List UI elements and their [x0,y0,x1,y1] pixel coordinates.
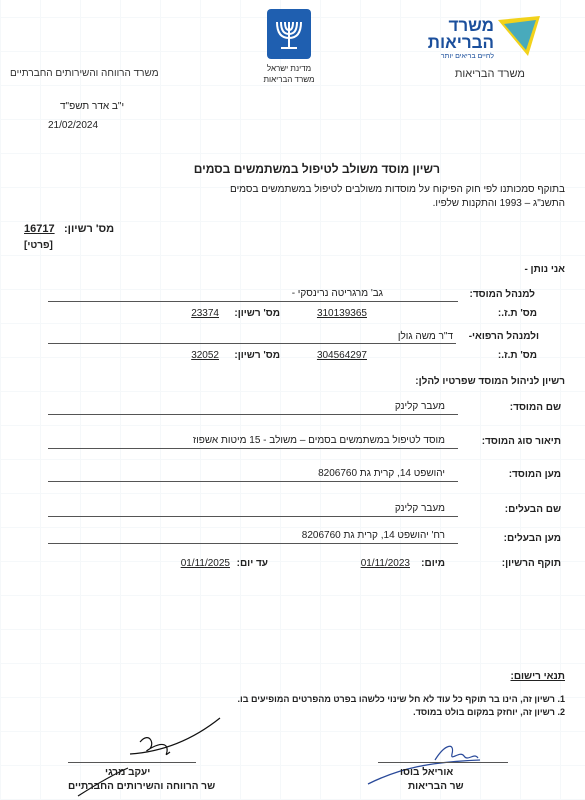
medical-license-value: 32052 [191,350,219,361]
welfare-ministry-name: משרד הרווחה והשירותים החברתיים [10,68,159,79]
left-signer-name: יעקב מרגי [105,767,151,778]
license-number-label: מס' רשיון: [64,223,115,235]
institution-name-label: שם המוסד: [509,402,561,413]
institution-address-label: מען המוסד: [508,469,561,480]
state-line2: משרד הבריאות [263,75,315,84]
ministry-of-health-logo [427,14,540,64]
right-signature-line [378,762,508,763]
institution-address-underline [48,481,458,482]
owner-name-label: שם הבעלים: [504,504,561,515]
page-title: רשיון מוסד משולב לטיפול במשתמשים בסמים [193,162,440,176]
state-line1: מדינת ישראל [266,64,312,73]
institution-type-value: מוסד לטיפול במשתמשים בסמים – משולב - 15 מיטות אשפוז [192,435,445,446]
left-signature-line [68,762,196,763]
institution-name-underline [48,414,458,415]
manager-license-value: 23374 [191,308,219,319]
manager-id-value: 310139365 [316,308,367,319]
logo-triangle-icon [498,16,540,58]
condition-item-2: 2. רשיון זה, יוחזק במקום בולט במוסד. [413,707,565,717]
institution-name-value: מעבר קלינק [394,401,445,412]
license-number-value: 16717 [24,223,55,235]
valid-to-label: עד יום: [236,558,268,569]
intro-line2: התשנ"ג – 1993 והתקנות שלפיו. [432,198,565,209]
institution-type-underline [48,448,458,449]
right-signer-title: שר הבריאות [408,781,464,792]
intro-line1: בתוקף סמכותנו לפי חוק הפיקוח על מוסדות משולבים לטיפול במשתמשים בסמים [229,184,565,195]
medical-director-label: ולמנהל הרפואי- [468,331,539,342]
manager-label: למנהל המוסד: [469,289,535,300]
manager-id-label: מס' ת.ז.: [497,308,537,319]
owner-name-underline [48,516,458,517]
institution-type-label: תיאור סוג המוסד: [481,436,561,447]
logo-slogan: לחיים בריאים יותר [440,53,494,60]
right-signer-name: אוריאל בוסו [400,767,454,778]
gregorian-date: 21/02/2024 [48,120,99,131]
owner-address-underline [48,543,458,544]
institution-address-value: יהושפט 14, קרית גת 8206760 [318,468,445,479]
logo-text-line2: הבריאות [427,33,494,52]
medical-license-label: מס' רשיון: [234,350,280,361]
state-emblem-icon [266,8,312,60]
manager-underline [48,301,458,302]
owner-address-value: רח' יהושפט 14, קרית גת 8206760 [301,530,445,541]
manage-intro: רשיון לניהול המוסד שפרטיו להלן: [415,376,565,387]
manager-value: גב' מרגריטה נרינסקי - [291,288,383,299]
ministry-of-health-name: משרד הבריאות [454,68,525,80]
valid-to-value: 01/11/2025 [180,558,230,569]
owner-address-label: מען הבעלים: [503,533,561,544]
valid-from-value: 01/11/2023 [360,558,410,569]
valid-from-label: מיום: [421,558,445,569]
logo-text-line1: משרד [448,16,494,35]
condition-item-1: 1. רשיון זה, הינו בר תוקף כל עוד לא חל שינוי כלשהו בפרט מהפרטים המופיעים בו. [237,694,565,704]
grant-intro: אני נותן - [524,264,565,275]
manager-license-label: מס' רשיון: [234,308,280,319]
left-signer-title: שר הרווחה והשירותים החברתיים [68,781,216,792]
hebrew-date: י"ב אדר תשפ"ד [60,101,125,112]
medical-id-value: 304564297 [316,350,367,361]
license-type: [פרטי] [24,240,53,251]
medical-director-value: ד"ר משה גולן [397,331,453,342]
medical-director-underline [48,343,456,344]
conditions-title: תנאי רישום: [510,671,565,682]
owner-name-value: מעבר קלינק [394,503,445,514]
medical-id-label: מס' ת.ז.: [497,350,537,361]
validity-label: תוקף הרשיון: [501,558,561,569]
